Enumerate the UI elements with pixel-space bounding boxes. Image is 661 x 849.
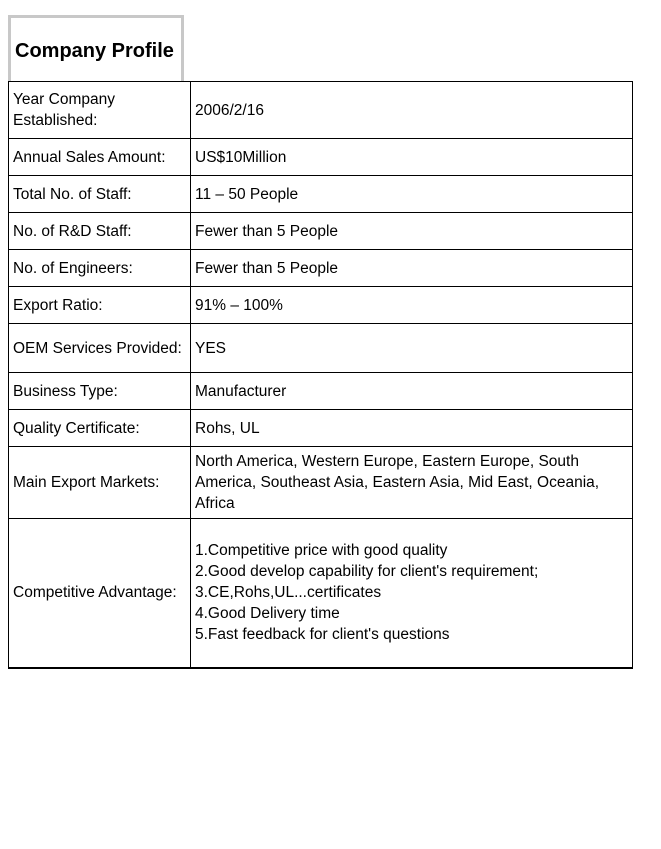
row-label: Quality Certificate: [9,410,191,447]
advantage-item: 1.Competitive price with good quality [195,542,448,560]
table-row [9,373,633,410]
title-box [8,15,184,82]
row-label: Annual Sales Amount: [9,139,191,176]
table-row [9,324,633,373]
company-profile-table [8,81,633,669]
row-label: OEM Services Provided: [9,324,191,373]
row-label: Total No. of Staff: [9,176,191,213]
row-value: Manufacturer [191,373,633,410]
row-value: 2006/2/16 [191,82,633,139]
table-row [9,410,633,447]
table-row [9,139,633,176]
table-row [9,287,633,324]
advantage-item: 4.Good Delivery time [195,605,340,623]
row-value: YES [191,324,633,373]
table-row [9,176,633,213]
table-row [9,519,633,668]
row-label: Main Export Markets: [9,447,191,519]
row-value: Fewer than 5 People [191,250,633,287]
row-value: 11 – 50 People [191,176,633,213]
row-value: Fewer than 5 People [191,213,633,250]
advantage-item: 3.CE,Rohs,UL...certificates [195,584,382,602]
row-label: Export Ratio: [9,287,191,324]
table-row [9,447,633,519]
row-value: North America, Western Europe, Eastern Europe, South America, Southeast Asia, Eastern Asia, Mid East, Oceania, Africa [191,447,633,519]
row-label: Business Type: [9,373,191,410]
table-row [9,82,633,139]
table-row [9,213,633,250]
row-value: US$10Million [191,139,633,176]
table-row [9,250,633,287]
row-value: Rohs, UL [191,410,633,447]
row-label: Competitive Advantage: [9,519,191,668]
row-value: 91% – 100% [191,287,633,324]
advantage-item: 5.Fast feedback for client's questions [195,626,450,644]
row-label: Year Company Established: [9,82,191,139]
advantage-item: 2.Good develop capability for client's requirement; [195,563,539,581]
row-label: No. of Engineers: [9,250,191,287]
row-value-list [191,519,633,668]
row-label: No. of R&D Staff: [9,213,191,250]
page-title: Company Profile [15,40,174,62]
